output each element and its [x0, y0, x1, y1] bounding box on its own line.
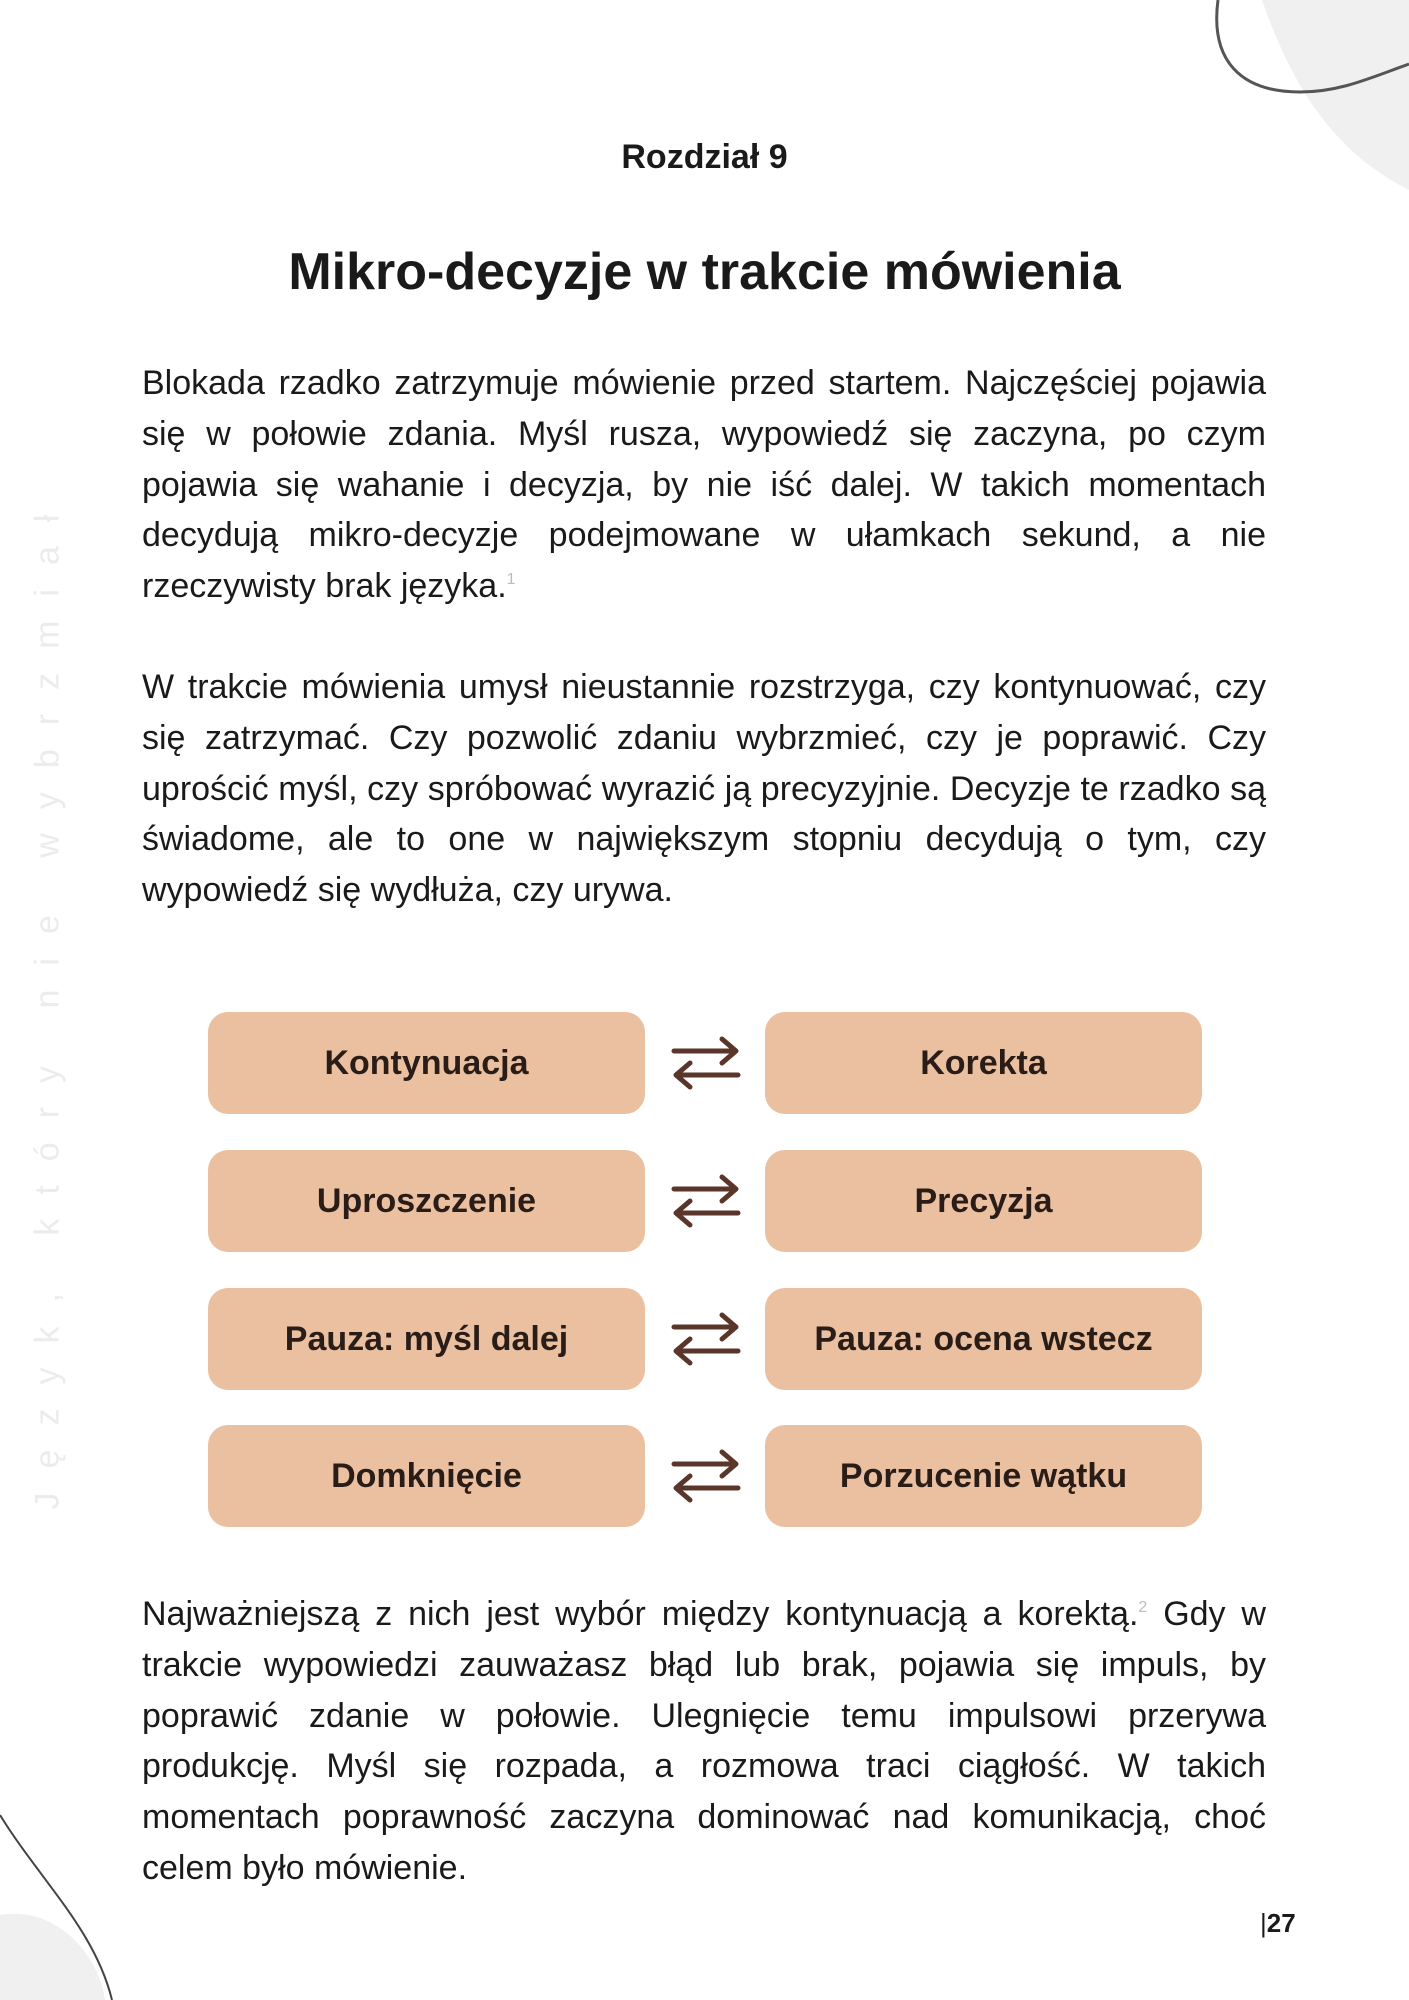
box-pause-forward: Pauza: myśl dalej [208, 1288, 645, 1390]
box-correction: Korekta [765, 1012, 1202, 1114]
corner-blob-bottom-left [0, 1914, 105, 2000]
swap-arrows-icon [668, 1033, 744, 1093]
box-closure: Domknięcie [208, 1425, 645, 1527]
corner-curve-bottom-left [0, 1815, 112, 2000]
box-simplification: Uproszczenie [208, 1150, 645, 1252]
paragraph-2 [142, 662, 1266, 916]
swap-arrows-icon [668, 1446, 744, 1506]
paragraph-text: Gdy w trakcie wypowiedzi zauważasz błąd lub brak, pojawia się impuls, by poprawić zdanie w połowie. Ulegnięcie temu impulsowi przerywa produkcję. Myśl się rozpada, a rozmowa traci ciągłość. W takich momentach poprawność zaczyna dominować nad komunikacją, choć celem było mówienie. [142, 1595, 1266, 1887]
swap-arrows-icon [668, 1309, 744, 1369]
swap-arrows-icon [668, 1171, 744, 1231]
paragraph-text: Najważniejszą z nich jest wybór między kontynuacją a korektą. [142, 1595, 1139, 1633]
corner-curve-top-right [1217, 0, 1409, 92]
side-running-title: Język, który nie wybrzmiał [28, 490, 67, 1510]
page-number [1260, 1908, 1296, 1939]
box-abandon-thread: Porzucenie wątku [765, 1425, 1202, 1527]
footnote-ref[interactable]: 2 [1138, 1599, 1148, 1616]
paragraph-text: Blokada rzadko zatrzymuje mówienie przed startem. Najczęściej pojawia się w połowie zdania. Myśl rusza, wypowiedź się zaczyna, po czym pojawia się wahanie i decyzja, by nie iść dalej. W takich momentach decydują mikro-decyzje podejmowane w ułamkach sekund, a nie rzeczywisty brak języka. [142, 364, 1266, 606]
paragraph-3 [142, 1589, 1266, 1894]
box-pause-backward: Pauza: ocena wstecz [765, 1288, 1202, 1390]
box-continuation: Kontynuacja [208, 1012, 645, 1114]
paragraph-text: W trakcie mówienia umysł nieustannie rozstrzyga, czy kontynuować, czy się zatrzymać. Czy pozwolić zdaniu wybrzmieć, czy je poprawić. Czy uprościć myśl, czy spróbować wyrazić ją precyzyjnie. Decyzje te rzadko są świadome, ale to one w największym stopniu decydują o tym, czy wypowiedź się wydłuża, czy urywa. [142, 668, 1266, 910]
footnote-ref[interactable]: 1 [506, 571, 516, 589]
chapter-title: Mikro-decyzje w trakcie mówienia [288, 243, 1121, 301]
paragraph-1 [142, 358, 1266, 612]
page-number-value: 27 [1266, 1908, 1296, 1938]
chapter-label: Rozdział 9 [621, 138, 788, 176]
box-precision: Precyzja [765, 1150, 1202, 1252]
page-number-divider: | [1260, 1908, 1267, 1938]
